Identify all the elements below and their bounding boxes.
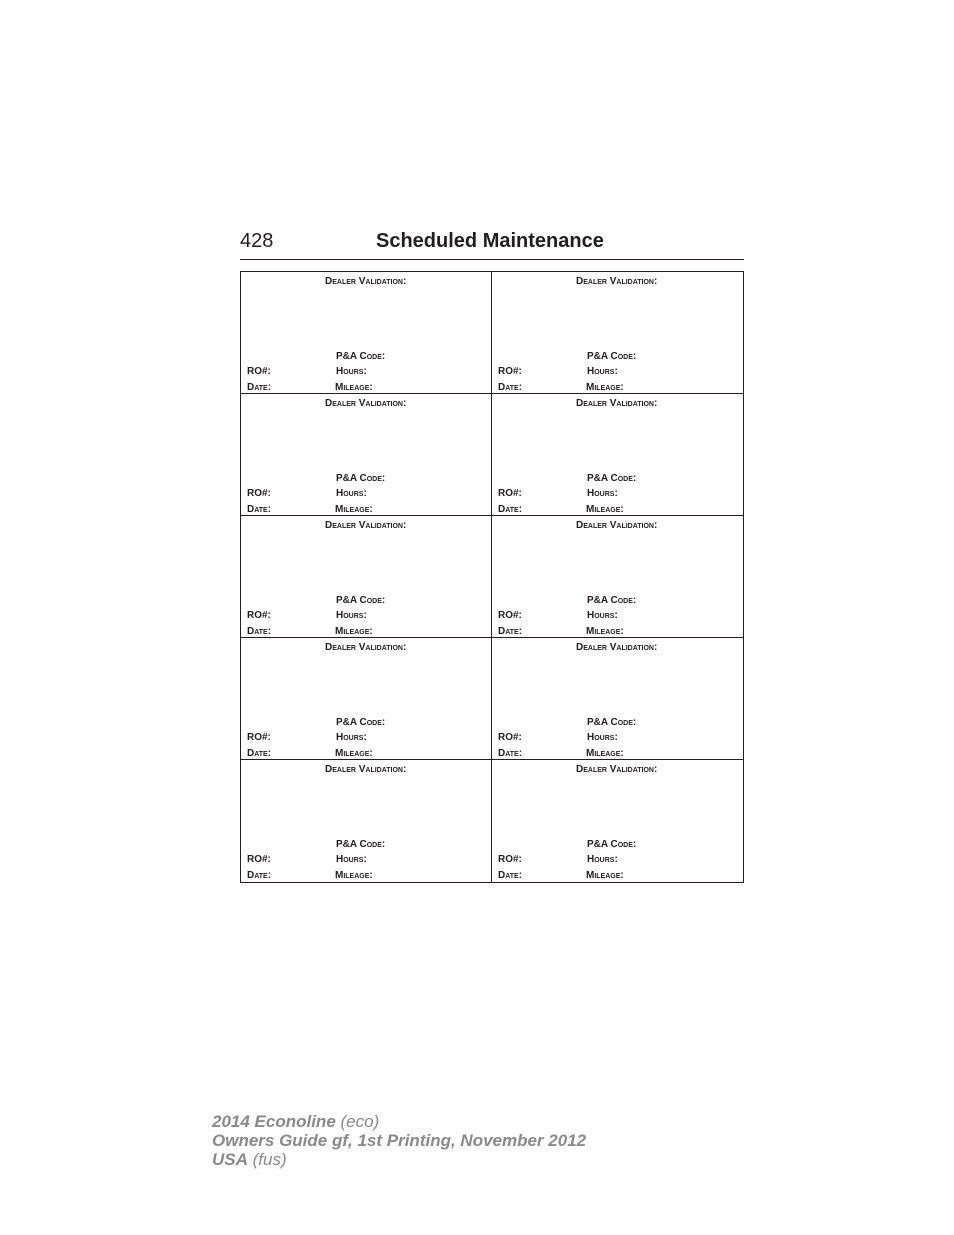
hours-label: Hours: [336, 488, 367, 499]
date-label: Date: [498, 504, 523, 515]
hours-label: Hours: [336, 366, 367, 377]
pa-code-label: P&A Code: [587, 595, 637, 606]
ro-number-label: RO#: [498, 610, 522, 621]
mileage-label: Mileage: [586, 626, 624, 637]
dealer-validation-label: Dealer Validation: [576, 642, 658, 653]
mileage-label: Mileage: [586, 382, 624, 393]
maintenance-record-cell [241, 760, 492, 882]
maintenance-record-cell [492, 638, 743, 760]
footer-line-model [212, 1112, 586, 1131]
dealer-validation-label: Dealer Validation: [576, 276, 658, 287]
mileage-label: Mileage: [335, 870, 373, 881]
footer-market-code: (fus) [247, 1150, 287, 1169]
footer-market-name: USA [212, 1150, 248, 1169]
hours-label: Hours: [587, 732, 618, 743]
maintenance-record-cell [241, 516, 492, 638]
maintenance-record-cell [241, 394, 492, 516]
pa-code-label: P&A Code: [587, 351, 637, 362]
ro-number-label: RO#: [247, 732, 271, 743]
hours-label: Hours: [587, 610, 618, 621]
dealer-validation-label: Dealer Validation: [325, 398, 407, 409]
pa-code-label: P&A Code: [587, 473, 637, 484]
date-label: Date: [498, 748, 523, 759]
hours-label: Hours: [587, 366, 618, 377]
hours-label: Hours: [587, 488, 618, 499]
dealer-validation-label: Dealer Validation: [576, 764, 658, 775]
date-label: Date: [498, 382, 523, 393]
date-label: Date: [498, 626, 523, 637]
mileage-label: Mileage: [335, 504, 373, 515]
pa-code-label: P&A Code: [336, 839, 386, 850]
maintenance-record-cell [492, 516, 743, 638]
maintenance-record-cell [492, 760, 743, 882]
dealer-validation-label: Dealer Validation: [325, 764, 407, 775]
date-label: Date: [247, 870, 272, 881]
pa-code-label: P&A Code: [587, 717, 637, 728]
date-label: Date: [247, 748, 272, 759]
pa-code-label: P&A Code: [336, 717, 386, 728]
page-title: Scheduled Maintenance [376, 230, 604, 252]
page-number: 428 [240, 230, 274, 252]
ro-number-label: RO#: [498, 488, 522, 499]
hours-label: Hours: [336, 610, 367, 621]
maintenance-record-cell [241, 272, 492, 394]
dealer-validation-label: Dealer Validation: [325, 520, 407, 531]
pa-code-label: P&A Code: [587, 839, 637, 850]
mileage-label: Mileage: [335, 748, 373, 759]
pa-code-label: P&A Code: [336, 351, 386, 362]
pa-code-label: P&A Code: [336, 473, 386, 484]
ro-number-label: RO#: [247, 854, 271, 865]
mileage-label: Mileage: [335, 382, 373, 393]
date-label: Date: [247, 626, 272, 637]
date-label: Date: [247, 382, 272, 393]
maintenance-record-cell [492, 394, 743, 516]
ro-number-label: RO#: [247, 488, 271, 499]
pa-code-label: P&A Code: [336, 595, 386, 606]
footer-line-printing: Owners Guide gf, 1st Printing, November 2012 [212, 1131, 587, 1150]
mileage-label: Mileage: [586, 748, 624, 759]
hours-label: Hours: [587, 854, 618, 865]
mileage-label: Mileage: [335, 626, 373, 637]
header-rule [240, 259, 744, 260]
footer-line-market [212, 1150, 586, 1169]
ro-number-label: RO#: [498, 366, 522, 377]
mileage-label: Mileage: [586, 870, 624, 881]
ro-number-label: RO#: [247, 366, 271, 377]
maintenance-record-cell [492, 272, 743, 394]
date-label: Date: [247, 504, 272, 515]
hours-label: Hours: [336, 854, 367, 865]
dealer-validation-label: Dealer Validation: [325, 642, 407, 653]
dealer-validation-label: Dealer Validation: [576, 520, 658, 531]
footer-model-name: 2014 Econoline [212, 1112, 336, 1131]
maintenance-record-grid [240, 271, 744, 883]
dealer-validation-label: Dealer Validation: [325, 276, 407, 287]
footer-print-info [212, 1112, 586, 1169]
mileage-label: Mileage: [586, 504, 624, 515]
date-label: Date: [498, 870, 523, 881]
ro-number-label: RO#: [498, 854, 522, 865]
ro-number-label: RO#: [498, 732, 522, 743]
maintenance-record-cell [241, 638, 492, 760]
hours-label: Hours: [336, 732, 367, 743]
ro-number-label: RO#: [247, 610, 271, 621]
footer-model-code: (eco) [335, 1112, 380, 1131]
dealer-validation-label: Dealer Validation: [576, 398, 658, 409]
